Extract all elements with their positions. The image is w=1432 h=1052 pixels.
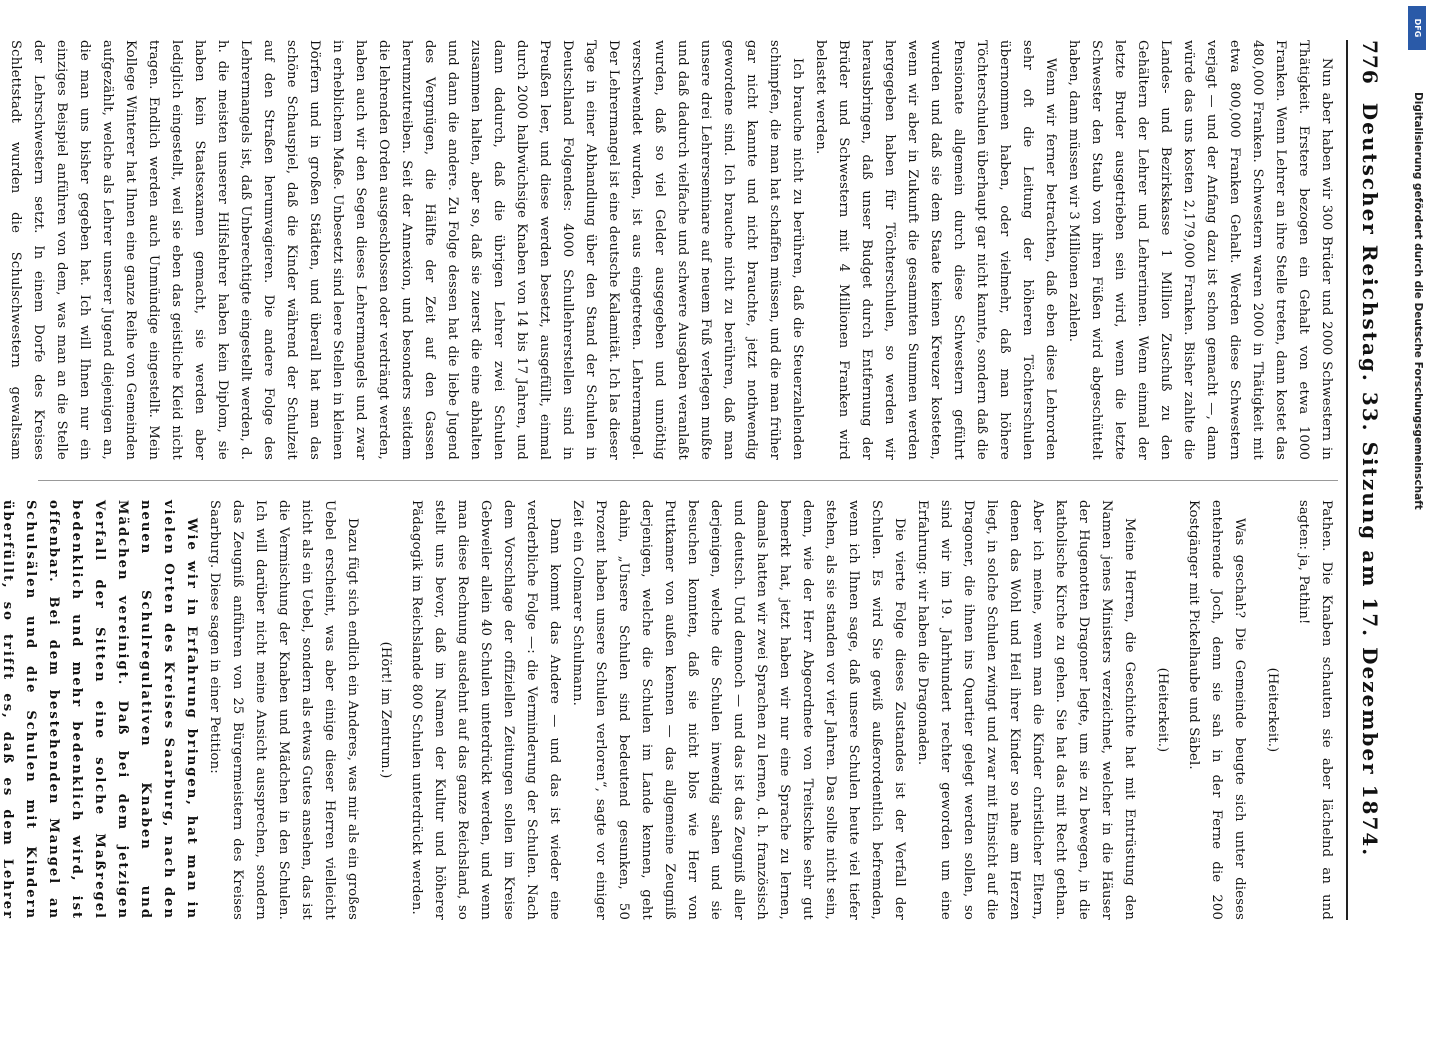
left-column	[8, 40, 1338, 460]
paragraph: Dazu fügt sich endlich ein Anderes, was mir als ein großes Uebel erscheint, was aber einige dieser Herren vielleicht nicht als ein Uebel, sondern als etwas Gutes ansehen, das ist die Vermischung der Knaben und Mädchen in den Schulen. Ich will darüber nicht meine Ansicht aussprechen, sondern das Zeugniß anführen von 25 Bürgermeistern des Kreises Saarburg. Diese sagen in einer Petition:	[207, 500, 360, 920]
paragraph: Ich brauche nicht zu berühren, daß die Steuerzahlenden schimpfen, die man hat schaffen müssen, und die man früher gar nicht kannte und nicht brauchte, jetzt nothwendig gewordene sind. Ich brauche nicht zu berühren, daß man unsere drei Lehrerseminare auf neuem Fuß verlegen mußte und daß dadurch vielfache und schwere Ausgaben veranlaßt wurden, daß so viel Gelder ausgegeben und unnöthig verschwendet wurden, ist aus eingetreten. Lehrermangel. Der Lehrermangel ist eine deutsche Kalamität. Ich las dieser Tage in einer Abhandlung über den Stand der Schulen in Deutschland Folgendes: 4000 Schullehrerstellen sind in Preußen leer, und diese werden besetzt, ausgefüllt, einmal durch 2000 halbwüchsige Knaben von 14 bis 17 Jahren, und dann dadurch, daß die übrigen Lehrer zwei Schulen zusammen halten, aber so, daß sie zuerst die eine abhalten und dann die andere. Zu Folge dessen hat die liebe Jugend des Vergnügen, die Hälfte der Zeit auf den Gassen herumzutreiben. Seit der Annexion, und besonders seitdem die lehrenden Orden ausgeschlossen oder verdrängt werden, haben auch wir den Segen dieses Lehrermangels und zwar in erheblichem Maße. Unbesetzt sind leere Stellen in kleinen Dörfern und in großen Städten, und überall hat man das schöne Schauspiel, daß die Kinder während der Schulzeit auf den Straßen herumvagieren. Die andere Folge des Lehrermangels ist, daß Unberechtigte eingestellt werden, d. h. die meisten unserer Hilfslehrer haben kein Diplom, sie haben kein Staatsexamen gemacht, sie werden aber lediglich eingestellt, weil sie eben das geistliche Kleid nicht tragen. Endlich werden auch Unmündige eingestellt. Mein Kollege Winterer hat Ihnen eine ganze Reihe von Gemeinden aufgezählt, welche als Lehrer unserer Jugend diejenigen an, die man uns bisher gegeben hat. Ich will Ihnen nur ein einziges Beispiel anführen von dem, was man an die Stelle der Lehrschwestern setzt. In einem Dorfe des Kreises Schlettstadt wurden die Schulschwestern gewaltsam	[8, 40, 805, 460]
column-divider	[38, 480, 1338, 481]
page-number: 776	[1358, 40, 1382, 85]
page-header	[1350, 40, 1390, 920]
digitization-note-text: Digitalisierung gefördert durch die Deutsche Forschungsgemeinschaft	[1412, 92, 1424, 510]
paragraph: Meine Herren, die Geschichte hat mit Entrüstung den Namen jenes Ministers verzeichnet, welcher in die Häuser der Hugenotten Dragoner legte, um sie zu bewegen, in die katholische Kirche zu gehen. Sie hat das mit Recht gethan. Aber ich meine, wenn man die Kinder christlicher Eltern, denen das Wohl und Heil ihrer Kinder so nahe am Herzen liegt, in solche Schulen zwingt und zwar mit Einsicht auf die Dragoner, die ihnen ins Quartier gelegt werden sollen, so sind wir im 19. Jahrhundert rechter geworden um eine Erfahrung: wir haben die Dragonaden.	[915, 500, 1137, 920]
paragraph: Die vierte Folge dieses Zustandes ist der Verfall der Schulen. Es wird Sie gewiß außerordentlich befremden, wenn ich Ihnen sage, daß unsere Schulen heute viel tiefer stehen, als sie standen vor vier Jahren. Das sollte nicht sein, denn, wie der Herr Abgeordnete von Treitschke sehr gut bemerkt hat, jetzt haben wir nur eine Sprache zu lernen, damals hatten wir zwei Sprachen zu lernen, d. h. französisch und deutsch. Und dennoch — und das ist das Zeugniß aller derjenigen, welche die Schulen inwendig sahen und sie besuchen konnten, daß sie nicht blos wie Herr von Puttkamer von außen kennen — das allgemeine Zeugniß derjenigen, welche die Schulen im Lande kennen, geht dahin, „Unsere Schulen sind bedeutend gesunken, 50 Prozent haben unsere Schulen verloren“, sagte vor einiger Zeit ein Colmarer Schulmann.	[570, 500, 907, 920]
digitization-note	[1404, 12, 1428, 1000]
interjection: (Heiterkeit.)	[1265, 667, 1280, 753]
paragraph: Dann kommt das Andere — und das ist wieder eine verderbliche Folge —: die Verminderung der Schulen. Nach dem Vorschlage der offiziellen Zeitungen sollen im Kreise Gebweiler allein 40 Schulen unterdrückt werden, und wenn man diese Rechnung ausdehnt auf das ganze Reichsland, so stellt uns bevor, daß im Namen der Kultur und höherer Pädagogik im Reichslande 800 Schulen unterdrückt werden.	[409, 500, 562, 920]
header-rule	[1346, 40, 1348, 920]
paragraph: Was geschah? Die Gemeinde beugte sich unter dieses entehrende Joch, denn sie sah in der Ferne die 200 Kostgänger mit Pickelhaube und Säbel.	[1186, 500, 1247, 920]
paragraph: Nun aber haben wir 300 Brüder und 2000 Schwestern in Thätigkeit. Erstere bezogen ein Gehalt von etwa 1000 Franken. Wenn Lehrer an ihre Stelle treten, dann kostet das 480,000 Franken. Schwestern waren 2000 in Thätigkeit mit etwa 800,000 Franken Gehalt. Werden diese Schwestern verjagt — und der Anfang dazu ist schon gemacht —, dann würde das uns kosten 2,179,000 Franken. Bisher zahlte die Landes- und Bezirkskasse 1 Million Zuschuß zu den Gehältern der Lehrer und Lehrerinnen. Wenn einmal der letzte Bruder ausgetrieben sein wird, wenn die letzte Schwester den Staub von ihren Füßen wird abgeschüttelt haben, dann müssen wir 3 Millionen zahlen.	[1066, 40, 1334, 460]
right-column	[0, 500, 1338, 920]
paragraph: Wenn wir ferner betrachten, daß eben diese Lehrorden sehr oft die Leitung der höheren Töchterschulen übernommen haben, oder vielmehr, daß man höhere Töchterschulen überhaupt gar nicht kannte, sondern daß die Pensionate allgemein durch diese Schwestern geführt wurden und daß sie dem Staate keinen Kreuzer kosteten, wenn wir aber in Zukunft die gesammten Summen werden hergegeben haben für Töchterschulen, so werden wir herausbringen, daß unser Budget durch Entfernung der Brüder und Schwestern mit 4 Millionen Franken wird belastet werden.	[813, 40, 1058, 460]
running-title: Deutscher Reichstag. 33. Sitzung am 17. Dezember 1874.	[1358, 102, 1382, 858]
paragraph: Pathen. Die Knaben schauten sie aber lächelnd an und sagten: ja, Pathin!	[1296, 500, 1334, 920]
interjection: (Hört! im Zentrum.)	[378, 641, 393, 779]
quoted-petition: Wie wir in Erfahrung bringen, hat man in vielen Orten des Kreises Saarburg, nach den neuen Schulregulativen Knaben und Mädchen vereinigt. Daß bei dem jetzigen Verfall der Sitten eine solche Maßregel bedenklich und mehr bedenklich wird, ist offenbar. Bei dem bestehenden Mangel an Schulsälen und die Schulen mit Kindern überfüllt, so trifft es, daß es dem Lehrer	[0, 500, 199, 920]
dfg-logo: DFG	[1408, 6, 1426, 50]
interjection: (Heiterkeit.)	[1155, 667, 1170, 753]
